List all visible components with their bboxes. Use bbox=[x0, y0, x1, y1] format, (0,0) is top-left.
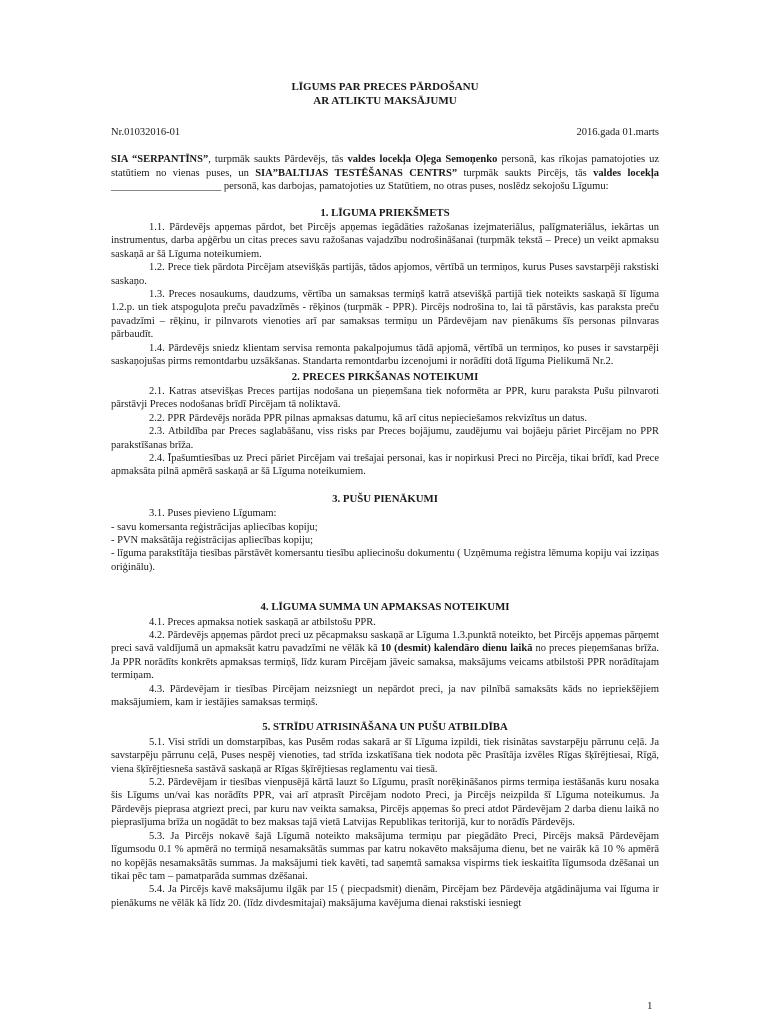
preamble-text-1: , turpmāk saukts Pārdevējs, tās bbox=[208, 154, 348, 166]
representative-blank: _____________________ bbox=[111, 181, 222, 193]
clause-1-1: 1.1. Pārdevējs apņemas pārdot, bet Pircējs apņemas iegādāties ražošanas izejmateriālus, palīgmateriālus, iekārtas un instrumentus, darba apģērbu un citas preces savu ražošanas vajadzību nodrošināšanai (turpmāk tekstā – Prece) un veikt apmaksu saskaņā ar šā Līguma noteikumiem. bbox=[111, 222, 659, 260]
contract-number: Nr.01032016-01 bbox=[111, 127, 181, 138]
clause-1-4: 1.4. Pārdevējs sniedz klientam servisa remonta pakalpojumus tādā apjomā, vērtībā un termiņos, ko puses ir savstarpēji saskaņojušas pirms remontdarbu uzsākšanas. Standarta remontdarbu izcenojumi ir norādīti dotā līguma Pielikumā Nr.2. bbox=[111, 342, 659, 368]
clause-5-1: 5.1. Visi strīdi un domstarpības, kas Pusēm rodas sakarā ar šī Līguma izpildi, tiek risinātas savstarpēju pārrunu ceļā. Ja savstarpēju pārrunu ceļā, Puses nespēj vienoties, tad strīda izskatīšana tiek nodota pēc Prasītāja izvēles Rīgas šķīrējtiesai, Rīgā, viena šķīrējtiesneša sastāvā saskaņā ar Rīgas šķīrējtiesas reglamentu vai tiesā. bbox=[111, 736, 659, 775]
clause-4-1: 4.1. Preces apmaksa notiek saskaņā ar atbilstošu PPR. bbox=[149, 616, 376, 628]
title-line-1: LĪGUMS PAR PRECES PĀRDOŠANU bbox=[291, 81, 479, 93]
clause-3-1: 3.1. Puses pievieno Līgumam: bbox=[149, 508, 277, 520]
attachment-item-3: - līguma parakstītāja tiesības pārstāvēt komersantu tiesību apliecinošu dokumentu ( Uzņēmuma reģistra lēmuma kopiju vai izziņas oriģinālu). bbox=[111, 548, 659, 573]
contract-page bbox=[111, 80, 659, 910]
preamble-text-2: personā, kas rīkojas pamatojoties uz statūtiem no vienas puses, un bbox=[111, 154, 660, 179]
buyer-representative: valdes locekļa bbox=[593, 167, 660, 179]
clause-1-2: 1.2. Prece tiek pārdota Pircējam atsevišķās partijās, tādos apjomos, vērtībā un termiņos, kurus Puses savstarpēji rakstiski saskaņo. bbox=[111, 262, 659, 287]
clause-4-2-text-a: 4.2. Pārdevējs apņemas pārdot preci uz pēcapmaksu saskaņā ar Līguma 1.3.punktā noteikto, bet Pircējs apņemas pārņemt preci savā valdījumā un apmaksāt katru pavadzīmi ne vēlāk kā bbox=[111, 630, 659, 655]
clause-5-2: 5.2. Pārdevējam ir tiesības vienpusējā kārtā lauzt šo Līgumu, prasīt norēķināšanos pirms termiņa iestāšanās kuru nosaka šis Līgums un/vai kas norādīts PPR, vai arī atprasīt Pircējam nodoto Preci, ja Pircējs neizpilda šī Līguma noteikumus. Ja Pārdevējs pieprasa atgriezt preci, par kuru nav veikta samaksa, Pircējs apņemas šo preci atdot Pārdevējam 2 darba dienu laikā no pieprasījuma brīža un nogādāt to bez maksas tajā vietā Latvijas Republikas teritorijā, kur to norādīs Pārdevējs. bbox=[111, 777, 659, 829]
clause-5-4: 5.4. Ja Pircējs kavē maksājumu ilgāk par 15 ( piecpadsmit) dienām, Pircējam bez Pārdevēja atgādinājuma vai līguma ir pienākums ne vēlāk kā līdz 20. (līdz divdesmitajai) maksājuma kavējuma dienai rakstiski iesniegt bbox=[111, 884, 659, 909]
section-5-heading: 5. STRĪDU ATRISINĀŠANA UN PUŠU ATBILDĪBA bbox=[262, 721, 508, 734]
preamble-text-3: turpmāk saukts Pircējs, tās bbox=[457, 167, 594, 179]
clause-4-2-text-b: no preces pieņemšanas brīža. Ja PPR norādīts konkrēts apmaksas termiņš, līdz kuram Pircējam jāveic samaksa, maksājums veicams atbilstoši PPR norādītajam termiņam. bbox=[111, 643, 660, 682]
title-line-2: AR ATLIKTU MAKSĀJUMU bbox=[313, 95, 457, 107]
clause-2-1: 2.1. Katras atsevišķas Preces partijas nodošana un pieņemšana tiek noformēta ar PPR, kuru paraksta Pušu pilnvaroti pārstāvji Preces nodošanas brīdī Pircējam tā noliktavā. bbox=[111, 385, 659, 411]
buyer-name: SIA”BALTIJAS TESTĒŠANAS CENTRS” bbox=[255, 167, 458, 179]
seller-representative: valdes locekļa Oļega Semoņenko bbox=[347, 154, 498, 166]
attachment-item-1: - savu komersanta reģistrācijas apliecības kopiju; bbox=[111, 521, 318, 533]
clause-4-2 bbox=[111, 629, 659, 683]
clause-2-3: 2.3. Atbildība par Preces saglabāšanu, viss risks par Preces bojājumu, zaudējumu vai bojāeju pāriet Pircējam no PPR parakstīšanas brīža. bbox=[111, 426, 659, 451]
section-2-heading: 2. PRECES PIRKŠANAS NOTEIKUMI bbox=[291, 370, 479, 383]
contract-meta bbox=[111, 126, 659, 139]
clause-5-3: 5.3. Ja Pircējs nokavē šajā Līgumā noteikto maksājuma termiņu par piegādāto Preci, Pircējs maksā Pārdevējam līgumsodu 0.1 % apmērā no termiņā nesamaksātās summas par katru nokavēto maksājuma dienu, bet ne vairāk kā 10 % apmērā no kopējās nesamaksātās summas. Ja maksājumi tiek kavēti, tad saņemtā samaksa vispirms tiek ieskaitīta līgumsoda dzēšanai un tikai pēc tam – pamatparāda summas dzēšanai. bbox=[111, 830, 659, 882]
document-title bbox=[111, 80, 659, 108]
clause-4-3: 4.3. Pārdevējam ir tiesības Pircējam neizsniegt un nepārdot preci, ja nav pilnībā samaksāts kāds no iepriekšējiem maksājumiem, kam ir iestājies samaksas termiņš. bbox=[111, 683, 659, 709]
page-number: 1 bbox=[647, 1000, 653, 1012]
seller-name: SIA “SERPANTĪNS” bbox=[111, 154, 209, 166]
payment-term: 10 (desmit) kalendāro dienu laikā bbox=[380, 643, 533, 655]
attachment-item-2: - PVN maksātāja reģistrācijas apliecības kopiju; bbox=[111, 534, 314, 546]
preamble bbox=[111, 153, 659, 193]
preamble-text-4: personā, kas darbojas, pamatojoties uz Statūtiem, no otras puses, noslēdz sekojošu Līgumu: bbox=[221, 181, 609, 193]
clause-2-2: 2.2. PPR Pārdevējs norāda PPR pilnas apmaksas datumu, kā arī citus nepieciešamos rekvizītus un datus. bbox=[149, 412, 588, 424]
section-4-heading: 4. LĪGUMA SUMMA UN APMAKSAS NOTEIKUMI bbox=[260, 601, 510, 614]
contract-date: 2016.gada 01.marts bbox=[576, 127, 659, 138]
section-3-heading: 3. PUŠU PIENĀKUMI bbox=[332, 492, 438, 505]
clause-1-3: 1.3. Preces nosaukums, daudzums, vērtība un samaksas termiņš katrā atsevišķā partijā tiek noteikts saskaņā šī līguma 1.2.p. un tiek atspoguļota preču pavadzīmēs - rēķinos (turpmāk - PPR). Pircējs nodrošina to, lai tā pārstāvis, kas paraksta preču pavadzīmi – rēķinu, ir pilnvarots vienoties arī par samaksas termiņu un Pārdevējam nav pienākums šīs personas pilnvaras pārbaudīt. bbox=[111, 289, 659, 341]
clause-2-4: 2.4. Īpašumtiesības uz Preci pāriet Pircējam vai trešajai personai, kas ir nopirkusi Preci no Pircēja, tikai brīdī, kad Prece apmaksāta pilnā apmērā saskaņā ar šā Līguma noteikumiem. bbox=[111, 452, 659, 478]
section-1-heading: 1. LĪGUMA PRIEKŠMETS bbox=[320, 206, 450, 219]
